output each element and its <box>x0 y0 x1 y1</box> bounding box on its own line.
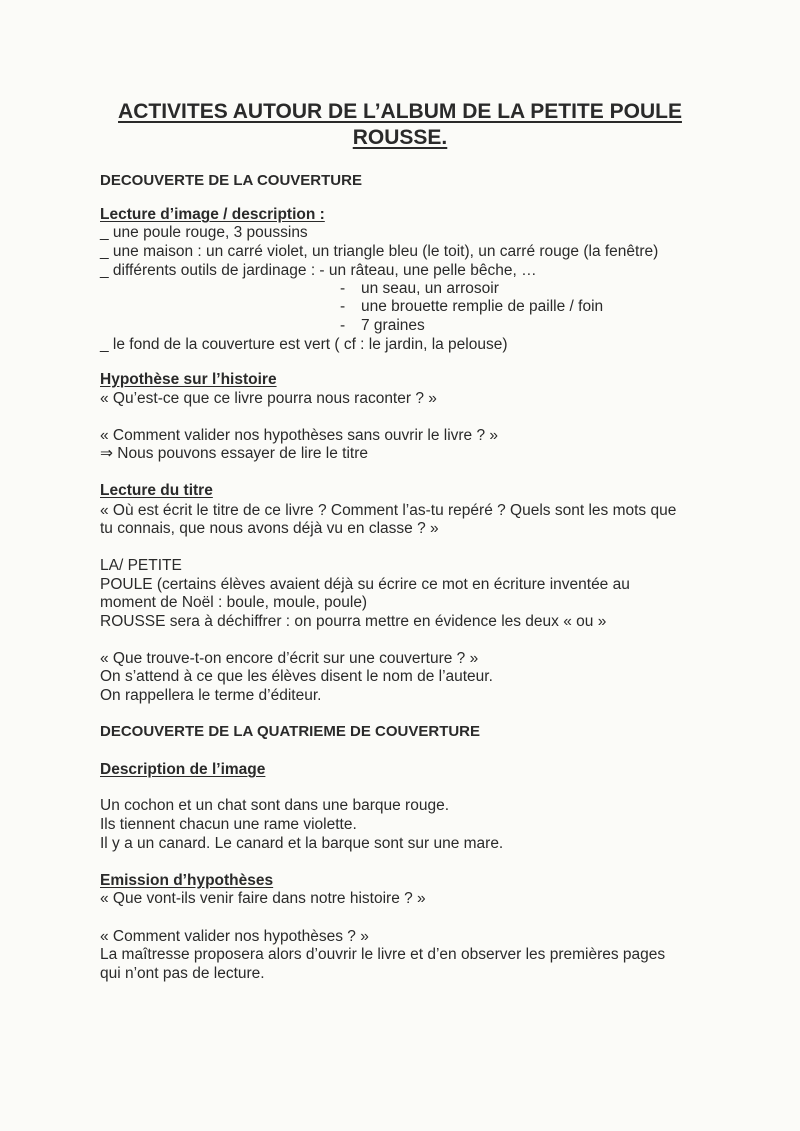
text-line: On rappellera le terme d’éditeur. <box>100 687 322 704</box>
subheading-emission: Emission d’hypothèses <box>100 872 274 889</box>
section-heading-couverture: DECOUVERTE DE LA COUVERTURE <box>100 172 362 189</box>
text-line: « Où est écrit le titre de ce livre ? Comment l’as-tu repéré ? Quels sont les mots que <box>100 502 677 519</box>
document-title-line-1: ACTIVITES AUTOUR DE L’ALBUM DE LA PETITE POULE <box>118 100 682 123</box>
text-line: La maîtresse proposera alors d’ouvrir le livre et d’en observer les premières pages <box>100 946 666 963</box>
text-line: On s’attend à ce que les élèves disent le nom de l’auteur. <box>100 668 493 685</box>
text-line: ⇒ Nous pouvons essayer de lire le titre <box>100 445 369 462</box>
list-item: 7 graines <box>361 317 425 334</box>
text-line: moment de Noël : boule, moule, poule) <box>100 594 368 611</box>
text-line: _ une poule rouge, 3 poussins <box>100 224 308 241</box>
list-item: une brouette remplie de paille / foin <box>361 298 604 315</box>
text-line: Un cochon et un chat sont dans une barque rouge. <box>100 797 449 814</box>
text-line: _ le fond de la couverture est vert ( cf : le jardin, la pelouse) <box>100 336 508 353</box>
subheading-hypothese: Hypothèse sur l’histoire <box>100 371 277 388</box>
section-heading-quatrieme: DECOUVERTE DE LA QUATRIEME DE COUVERTURE <box>100 723 481 740</box>
text-line: « Comment valider nos hypothèses sans ouvrir le livre ? » <box>100 427 499 444</box>
list-dash: - <box>340 298 346 315</box>
text-line: « Comment valider nos hypothèses ? » <box>100 928 369 945</box>
list-item: un seau, un arrosoir <box>361 280 499 297</box>
text-line: tu connais, que nous avons déjà vu en classe ? » <box>100 520 439 537</box>
text-line: « Que trouve-t-on encore d’écrit sur une couverture ? » <box>100 650 479 667</box>
text-line: Ils tiennent chacun une rame violette. <box>100 816 357 833</box>
text-line: Il y a un canard. Le canard et la barque sont sur une mare. <box>100 835 504 852</box>
text-line: _ différents outils de jardinage : - un râteau, une pelle bêche, … <box>100 262 537 279</box>
text-line: ROUSSE sera à déchiffrer : on pourra mettre en évidence les deux « ou » <box>100 613 607 630</box>
subheading-lecture-titre: Lecture du titre <box>100 482 213 499</box>
text-line: « Qu’est-ce que ce livre pourra nous raconter ? » <box>100 390 437 407</box>
document-title-line-2: ROUSSE. <box>352 126 448 149</box>
text-line: POULE (certains élèves avaient déjà su écrire ce mot en écriture inventée au <box>100 576 630 593</box>
text-line: LA/ PETITE <box>100 557 182 574</box>
list-dash: - <box>340 280 346 297</box>
subheading-description: Description de l’image <box>100 761 266 778</box>
subheading-lecture-image: Lecture d’image / description : <box>100 206 325 223</box>
text-line: _ une maison : un carré violet, un triangle bleu (le toit), un carré rouge (la fenêtre) <box>100 243 659 260</box>
text-line: « Que vont-ils venir faire dans notre histoire ? » <box>100 890 426 907</box>
list-dash: - <box>340 317 346 334</box>
text-line: qui n’ont pas de lecture. <box>100 965 265 982</box>
